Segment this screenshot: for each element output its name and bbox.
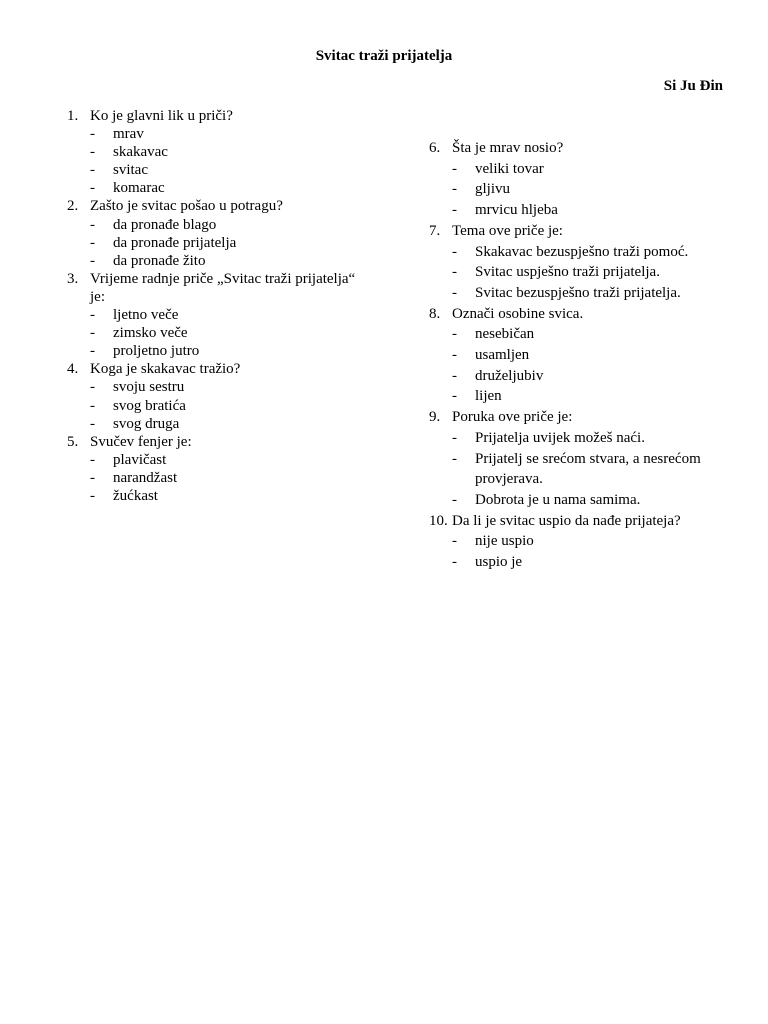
question-row (429, 304, 729, 325)
answer-option (429, 490, 729, 511)
answer-option (67, 125, 367, 143)
bullet-dash: - (90, 126, 95, 143)
question-block (429, 407, 729, 511)
question-row (67, 270, 367, 306)
question-number: 5. (67, 433, 79, 450)
answer-option-text: svitac (113, 162, 148, 179)
questions-right-column (429, 138, 729, 573)
question-text: Da li je svitac uspio da nađe prijateja? (452, 512, 681, 529)
answer-option (429, 552, 729, 573)
question-block (67, 197, 367, 269)
answer-option (429, 159, 729, 180)
answer-option (67, 469, 367, 487)
answer-option-text: proljetno jutro (113, 343, 200, 360)
question-row (429, 407, 729, 428)
bullet-dash: - (452, 202, 457, 219)
bullet-dash: - (452, 284, 457, 301)
answer-option (67, 451, 367, 469)
answer-option (429, 345, 729, 366)
answer-option-text: mrvicu hljeba (475, 202, 558, 219)
bullet-dash: - (452, 450, 457, 467)
answer-option-text: veliki tovar (475, 160, 544, 177)
answer-option-text: da pronađe prijatelja (113, 234, 237, 251)
bullet-dash: - (452, 181, 457, 198)
answer-option (429, 366, 729, 387)
answer-option-text: žućkast (113, 487, 158, 504)
question-text: Zašto je svitac pošao u potragu? (90, 198, 283, 215)
answer-option (429, 283, 729, 304)
answer-option (429, 324, 729, 345)
answer-option (429, 428, 729, 449)
answer-option-text: da pronađe žito (113, 252, 206, 269)
answer-option-text: mrav (113, 126, 144, 143)
question-number: 6. (429, 140, 441, 156)
answer-option (67, 216, 367, 234)
question-number: 8. (429, 305, 441, 322)
answer-option-text: komarac (113, 180, 165, 197)
answer-option (67, 342, 367, 360)
bullet-dash: - (90, 144, 95, 161)
question-number: 4. (67, 361, 79, 378)
answer-option (67, 487, 367, 505)
answer-option (67, 415, 367, 433)
questions-left-column (67, 107, 367, 505)
question-text: Poruka ove priče je: (452, 409, 573, 426)
answer-option (67, 324, 367, 342)
bullet-dash: - (452, 264, 457, 281)
bullet-dash: - (452, 160, 457, 177)
bullet-dash: - (90, 180, 95, 197)
answer-option-text: narandžast (113, 469, 178, 486)
question-number: 9. (429, 409, 441, 426)
answer-option-text: lijen (475, 388, 502, 405)
question-number: 7. (429, 222, 441, 239)
question-number: 10. (429, 512, 448, 529)
answer-option-text: nije uspio (475, 533, 534, 550)
question-text: Vrijeme radnje priče „Svitac traži prijatelja“ je: (90, 270, 356, 305)
question-block (67, 107, 367, 197)
answer-option (429, 531, 729, 552)
bullet-dash: - (90, 469, 95, 486)
question-row (429, 511, 729, 532)
answer-option-text: Prijatelja uvijek možeš naći. (475, 429, 645, 446)
question-number: 3. (67, 270, 79, 287)
answer-option (67, 378, 367, 396)
bullet-dash: - (90, 252, 95, 269)
bullet-dash: - (452, 326, 457, 343)
answer-option (67, 161, 367, 179)
question-block (429, 304, 729, 408)
answer-option-text: svog druga (113, 415, 180, 432)
bullet-dash: - (90, 451, 95, 468)
question-row (67, 197, 367, 215)
answer-option-text: svoju sestru (113, 379, 185, 396)
document-author: Si Ju Đin (663, 78, 723, 94)
bullet-dash: - (452, 367, 457, 384)
bullet-dash: - (452, 554, 457, 571)
answer-option (429, 386, 729, 407)
question-row (67, 107, 367, 125)
answer-option (67, 397, 367, 415)
bullet-dash: - (90, 397, 95, 414)
question-row (429, 221, 729, 242)
answer-option (429, 179, 729, 200)
answer-option-text: usamljen (475, 347, 530, 364)
answer-option-text: Dobrota je u nama samima. (475, 491, 641, 508)
bullet-dash: - (90, 343, 95, 360)
question-row (429, 138, 729, 159)
answer-option (429, 200, 729, 221)
question-block (67, 270, 367, 360)
question-block (429, 221, 729, 304)
answer-option-text: uspio je (475, 554, 523, 571)
answer-option-text: Svitac uspješno traži prijatelja. (475, 264, 660, 281)
answer-option-text: gljivu (475, 181, 511, 198)
answer-option-text: druželjubiv (475, 367, 544, 384)
answer-option-text: da pronađe blago (113, 216, 217, 233)
answer-option-text: skakavac (113, 144, 168, 161)
document-title: Svitac traži prijatelja (315, 48, 453, 64)
answer-option-text: Svitac bezuspješno traži prijatelja. (475, 284, 681, 301)
bullet-dash: - (90, 415, 95, 432)
answer-option-text: Skakavac bezuspješno traži pomoć. (475, 243, 689, 260)
answer-option (67, 306, 367, 324)
question-number: 1. (67, 108, 79, 124)
answer-option-text: nesebičan (475, 326, 535, 343)
bullet-dash: - (452, 533, 457, 550)
bullet-dash: - (452, 429, 457, 446)
answer-option-text: Prijatelj se srećom stvara, a nesrećom provjerava. (475, 450, 701, 488)
question-block (67, 433, 367, 505)
question-text: Tema ove priče je: (452, 222, 563, 239)
bullet-dash: - (90, 234, 95, 251)
bullet-dash: - (452, 388, 457, 405)
answer-option (429, 242, 729, 263)
bullet-dash: - (90, 307, 95, 324)
answer-option (67, 179, 367, 197)
question-block (429, 138, 729, 221)
answer-option (67, 143, 367, 161)
bullet-dash: - (90, 216, 95, 233)
bullet-dash: - (452, 243, 457, 260)
answer-option (429, 262, 729, 283)
bullet-dash: - (90, 325, 95, 342)
bullet-dash: - (452, 491, 457, 508)
question-block (429, 511, 729, 573)
question-block (67, 360, 367, 432)
answer-option-text: plavičast (113, 451, 167, 468)
question-number: 2. (67, 198, 79, 215)
answer-option-text: ljetno veče (113, 307, 179, 324)
question-row (67, 360, 367, 378)
question-text: Označi osobine svica. (452, 305, 584, 322)
answer-option (429, 449, 729, 490)
bullet-dash: - (90, 379, 95, 396)
answer-option-text: svog bratića (113, 397, 186, 414)
question-text: Šta je mrav nosio? (452, 140, 564, 156)
bullet-dash: - (90, 162, 95, 179)
question-text: Koga je skakavac tražio? (90, 361, 241, 378)
bullet-dash: - (90, 487, 95, 504)
answer-option (67, 234, 367, 252)
question-text: Ko je glavni lik u priči? (90, 108, 233, 124)
bullet-dash: - (452, 347, 457, 364)
answer-option (67, 252, 367, 270)
question-row (67, 433, 367, 451)
answer-option-text: zimsko veče (113, 325, 188, 342)
question-text: Svučev fenjer je: (90, 433, 192, 450)
